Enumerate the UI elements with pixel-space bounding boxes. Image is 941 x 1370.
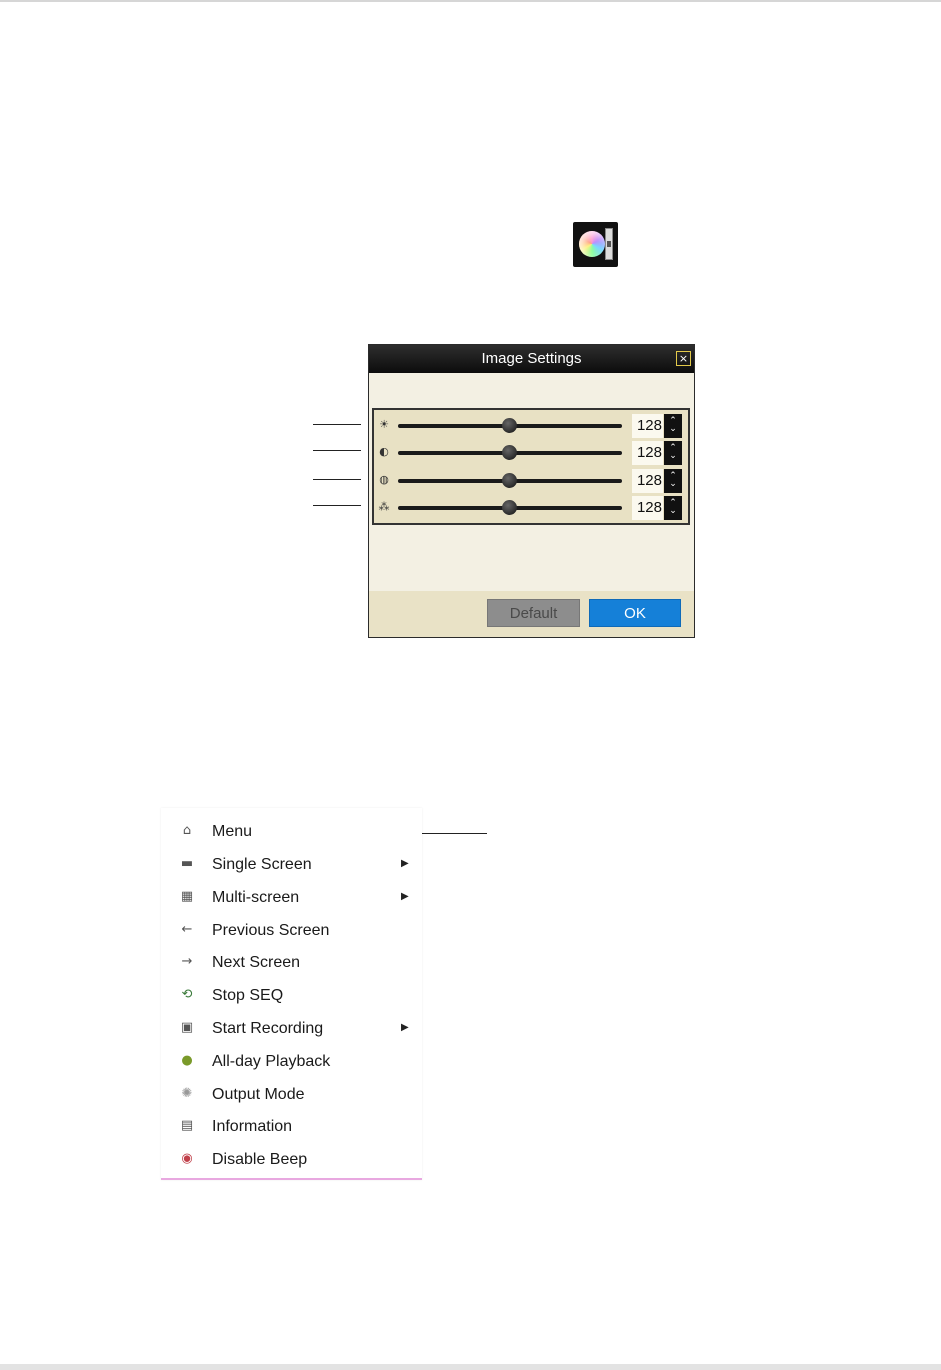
image-settings-toolbar-icon[interactable] — [573, 222, 618, 267]
record-icon: ▣ — [180, 1020, 194, 1035]
menu-item-label: Output Mode — [212, 1086, 305, 1103]
submenu-arrow-icon: ▶ — [401, 1022, 409, 1033]
menu-item-label: Start Recording — [212, 1020, 324, 1037]
home-icon: ⌂ — [182, 823, 192, 838]
dialog-title-bar — [369, 345, 694, 373]
dialog-title: Image Settings — [481, 350, 582, 367]
bottom-rule — [0, 1364, 941, 1370]
color-wheel-icon — [579, 231, 605, 257]
hue-slider-knob[interactable] — [502, 500, 517, 515]
beep-icon: ◉ — [181, 1151, 193, 1166]
arrow-left-icon: ← — [181, 922, 193, 937]
menu-item-label: Menu — [212, 823, 253, 840]
menu-item-next-screen[interactable] — [161, 947, 422, 979]
submenu-arrow-icon: ▶ — [401, 891, 409, 902]
menu-item-output-mode[interactable] — [161, 1079, 422, 1111]
callout-line-brightness — [313, 424, 361, 425]
dialog-footer — [369, 591, 694, 637]
slider-glyph-icon — [605, 228, 613, 260]
menu-item-label: Disable Beep — [212, 1151, 308, 1168]
default-button[interactable]: Default — [487, 599, 580, 627]
menu-item-all-day-playback[interactable] — [161, 1046, 422, 1078]
contrast-slider-knob[interactable] — [502, 445, 517, 460]
stop-seq-icon: ⟲ — [181, 987, 193, 1002]
camera-icon: ▬ — [180, 856, 194, 871]
brightness-icon: ☀ — [379, 418, 389, 431]
brightness-spinner[interactable]: ⌃ ⌄ — [664, 414, 682, 438]
menu-item-start-recording[interactable] — [161, 1013, 422, 1045]
contrast-value[interactable]: 128 — [632, 441, 663, 465]
contrast-row — [374, 441, 688, 465]
contrast-icon: ◐ — [379, 445, 389, 458]
multi-screen-icon: ▦ — [180, 889, 194, 904]
hue-icon: ⁂ — [378, 500, 390, 513]
context-menu — [161, 808, 422, 1180]
menu-item-label: Next Screen — [212, 954, 301, 971]
information-icon: ▤ — [180, 1118, 194, 1133]
hue-spinner[interactable]: ⌃ ⌄ — [664, 496, 682, 520]
top-rule — [0, 0, 941, 2]
brightness-row — [374, 414, 688, 438]
menu-item-multi-screen[interactable] — [161, 882, 422, 914]
brightness-value[interactable]: 128 — [632, 414, 663, 438]
menu-item-menu[interactable] — [161, 816, 422, 848]
menu-item-single-screen[interactable] — [161, 849, 422, 881]
submenu-arrow-icon: ▶ — [401, 858, 409, 869]
menu-item-stop-seq[interactable] — [161, 980, 422, 1012]
saturation-value[interactable]: 128 — [632, 469, 663, 493]
menu-item-previous-screen[interactable] — [161, 915, 422, 947]
menu-item-label: Single Screen — [212, 856, 312, 873]
slider-panel — [372, 408, 690, 525]
callout-line-contrast — [313, 450, 361, 451]
menu-item-label: Stop SEQ — [212, 987, 284, 1004]
contrast-spinner[interactable]: ⌃ ⌄ — [664, 441, 682, 465]
brightness-slider-knob[interactable] — [502, 418, 517, 433]
saturation-row — [374, 469, 688, 493]
arrow-right-icon: → — [181, 954, 193, 969]
saturation-icon: ◍ — [379, 473, 389, 486]
playback-icon: ● — [181, 1053, 193, 1068]
hue-value[interactable]: 128 — [632, 496, 663, 520]
saturation-slider-knob[interactable] — [502, 473, 517, 488]
ok-button[interactable]: OK — [589, 599, 681, 627]
callout-line-saturation — [313, 479, 361, 480]
menu-item-disable-beep[interactable] — [161, 1144, 422, 1176]
menu-item-label: Multi-screen — [212, 889, 300, 906]
close-button[interactable]: × — [676, 351, 691, 366]
image-settings-dialog — [368, 344, 695, 638]
menu-item-label: All-day Playback — [212, 1053, 331, 1070]
menu-item-information[interactable] — [161, 1111, 422, 1143]
saturation-spinner[interactable]: ⌃ ⌄ — [664, 469, 682, 493]
menu-item-label: Previous Screen — [212, 922, 330, 939]
output-mode-icon: ✺ — [181, 1086, 193, 1101]
hue-row — [374, 496, 688, 520]
menu-item-label: Information — [212, 1118, 293, 1135]
callout-line-hue — [313, 505, 361, 506]
